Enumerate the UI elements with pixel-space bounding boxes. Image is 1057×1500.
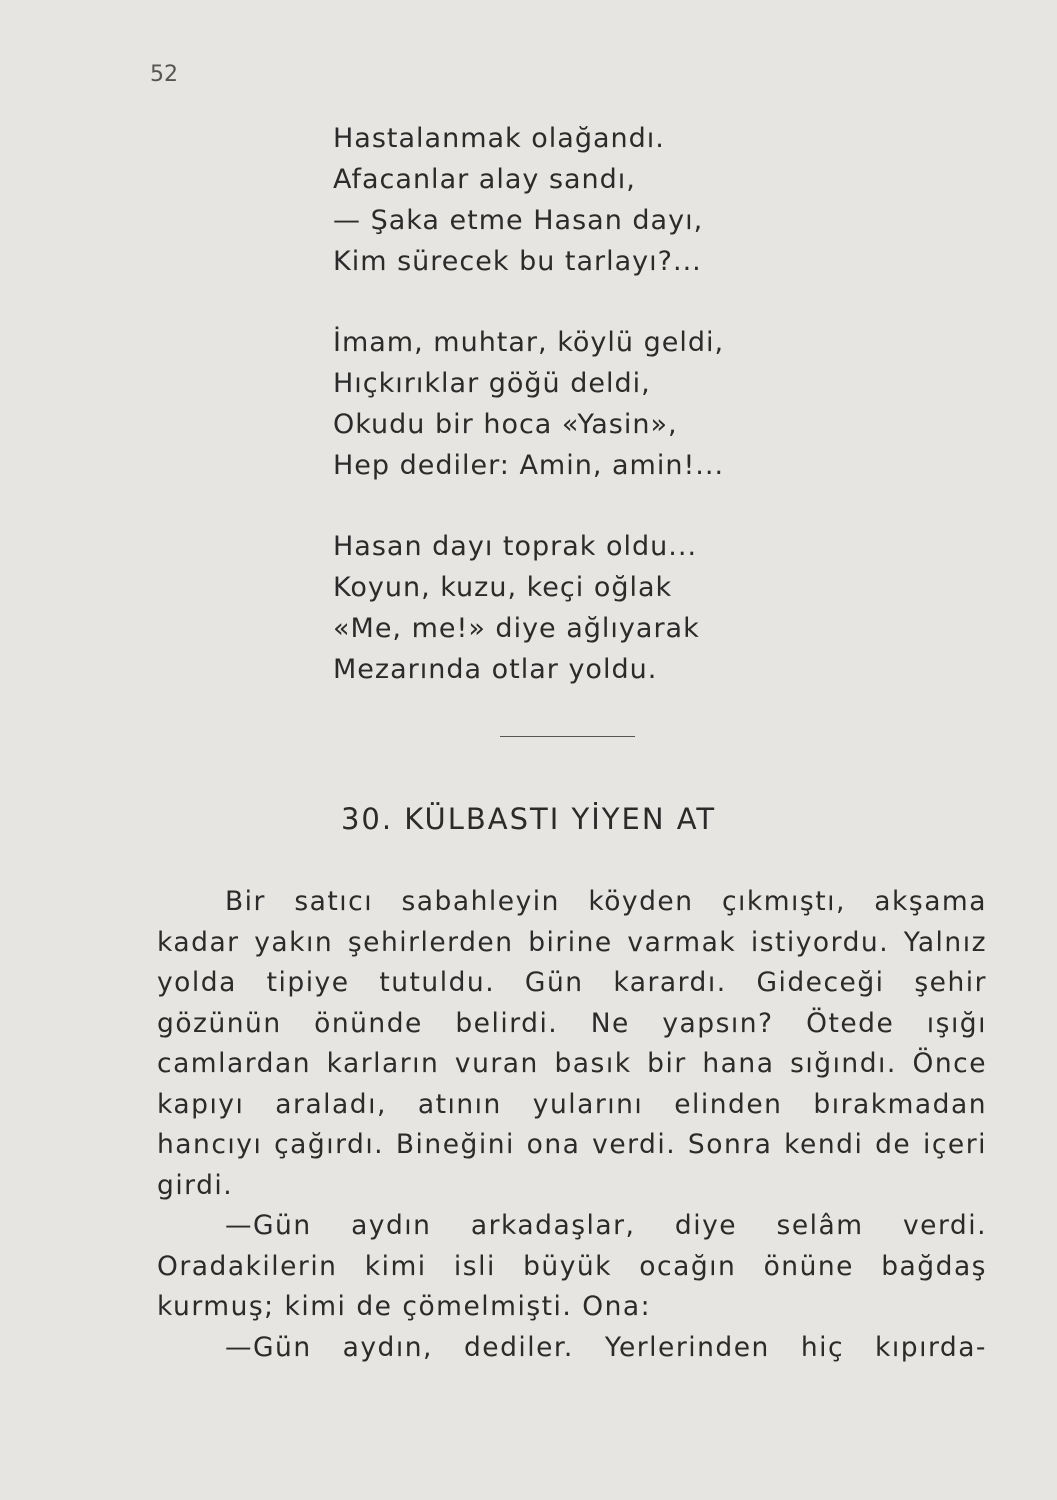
poem-line: Hastalanmak olağandı. (333, 123, 665, 154)
poem-stanza (333, 118, 833, 282)
poem-stanza (333, 526, 833, 690)
poem-line: Koyun, kuzu, keçi oğlak (333, 572, 673, 603)
paragraph: —Gün aydın, dediler. Yerlerinden hiç kıpırda- (225, 1331, 987, 1363)
poem-line: — Şaka etme Hasan dayı, (333, 205, 704, 236)
paragraph: —Gün aydın arkadaşlar, diye selâm verdi. Oradakilerin kimi isli büyük ocağın önüne bağdaş kurmuş; kimi de çömelmişti. Ona: (157, 1210, 987, 1322)
poem (333, 118, 833, 730)
poem-line: Kim sürecek bu tarlayı?... (333, 246, 702, 277)
section-title: 30. KÜLBASTI YİYEN AT (340, 802, 717, 836)
poem-stanza (333, 322, 833, 486)
poem-line: Okudu bir hoca «Yasin», (333, 409, 678, 440)
page-number: 52 (150, 62, 178, 87)
paragraph: Bir satıcı sabahleyin köyden çıkmıştı, akşama kadar yakın şehirlerden birine varmak istiyordu. Yalnız yolda tipiye tutuldu. Gün karardı. Gideceği şehir gözünün önünde belirdi. Ne yapsın? Ötede ışığı camlardan karların vuran basık bir hana sığındı. Önce kapıyı araladı, atının yularını elinden bırakmadan hancıyı çağırdı. Bineğini ona verdi. Sonra kendi de içeri girdi. (157, 886, 987, 1201)
poem-line: İmam, muhtar, köylü geldi, (333, 327, 725, 358)
poem-line: Hasan dayı toprak oldu... (333, 531, 698, 562)
poem-line: «Me, me!» diye ağlıyarak (333, 613, 700, 644)
poem-line: Hıçkırıklar göğü deldi, (333, 368, 651, 399)
poem-line: Afacanlar alay sandı, (333, 164, 636, 195)
poem-line: Mezarında otlar yoldu. (333, 654, 658, 685)
section-divider (500, 736, 635, 737)
poem-line: Hep dediler: Amin, amin!... (333, 450, 725, 481)
prose-body (157, 882, 987, 1368)
